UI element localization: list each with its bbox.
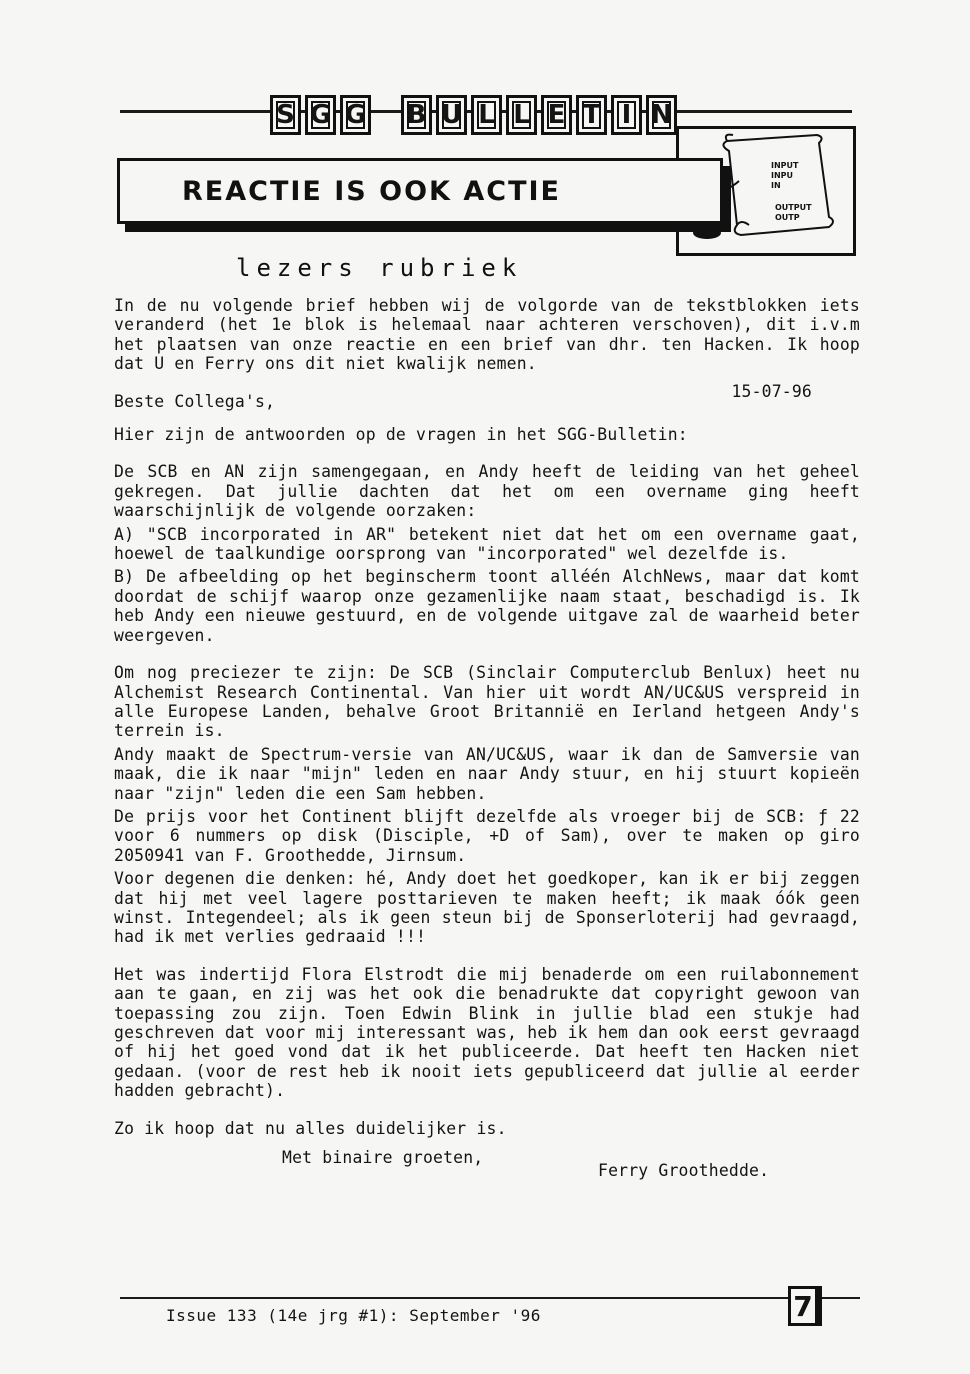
masthead-letter: E xyxy=(541,95,572,135)
masthead-letter: S xyxy=(270,95,301,135)
article-body xyxy=(114,296,860,1181)
logo-input-word: INPUT xyxy=(771,161,799,170)
article-title: REACTIE IS OOK ACTIE xyxy=(182,175,561,207)
section-subtitle: lezers rubriek xyxy=(236,254,523,282)
masthead-letter: I xyxy=(611,95,642,135)
masthead-letter: B xyxy=(401,95,432,135)
paragraph: A) "SCB incorporated in AR" betekent niet dat het om een overname gaat, hoewel de taalkundige oorsprong van "incorporated" wel dezelfde is. xyxy=(114,524,860,564)
issue-footer: Issue 133 (14e jrg #1): September '96 xyxy=(166,1306,541,1325)
article-title-box xyxy=(117,158,723,224)
masthead-letter: G xyxy=(340,95,371,135)
footer-rule xyxy=(120,1297,860,1299)
logo-output-word: OUTPUT xyxy=(775,203,812,212)
masthead xyxy=(270,95,677,135)
paragraph: Andy maakt de Spectrum-versie van AN/UC&US, waar ik dan de Samversie van maak, die ik naar "mijn" leden en naar Andy stuur, en hij stuurt kopieën naar "zijn" leden die een Sam hebben. xyxy=(114,744,860,803)
paragraph: Om nog preciezer te zijn: De SCB (Sinclair Computerclub Benlux) heet nu Alchemist Research Continental. Van hier uit wordt AN/UC&US verspreid in alle Europese Landen, behalve Groot Britannië en Ierland hetgeen Andy's terrein is. xyxy=(114,663,860,741)
logo-input-word: IN xyxy=(771,181,781,190)
closing: Met binaire groeten, xyxy=(282,1148,484,1168)
masthead-letter: G xyxy=(305,95,336,135)
page-number: 7 xyxy=(788,1286,818,1326)
logo-output-word: OUTP xyxy=(775,213,800,222)
masthead-letter: N xyxy=(646,95,677,135)
masthead-letter: U xyxy=(436,95,467,135)
logo-input-word: INPU xyxy=(771,171,794,180)
paragraph: B) De afbeelding op het beginscherm toont alléén AlchNews, maar dat komt doordat de schijf waarop onze gezamenlijke naam staat, beschadigd is. Ik heb Andy een nieuwe gestuurd, en de volgende uitgave zal de waarheid beter weergeven. xyxy=(114,567,860,645)
greeting: Beste Collega's, xyxy=(114,391,276,411)
paragraph: Voor degenen die denken: hé, Andy doet het goedkoper, kan ik er bij zeggen dat hij met veel lagere posttarieven te maken heeft; ik maak óók geen winst. Integendeel; als ik geen steun bij de Sponserloterij had gevraagd, had ik met verlies gedraaid !!! xyxy=(114,869,860,947)
letter-date: 15-07-96 xyxy=(731,381,812,401)
paragraph: De prijs voor het Continent blijft dezelfde als vroeger bij de SCB: ƒ 22 voor 6 nummers op disk (Disciple, +D of Sam), over te maken op giro 2050941 van F. Groothedde, Jirnsum. xyxy=(114,806,860,865)
intro-paragraph: In de nu volgende brief hebben wij de volgorde van de tekstblokken iets veranderd (het 1e blok is helemaal naar achteren verschoven), dit i.v.m het plaatsen van onze reactie en een brief van dhr. ten Hacken. Ik hoop dat U en Ferry ons dit niet kwalijk nemen. xyxy=(114,296,860,374)
masthead-letter: T xyxy=(576,95,607,135)
paragraph: Het was indertijd Flora Elstrodt die mij benaderde om een ruilabonnement aan te gaan, en zij was het ook die benadrukte dat copyright gewoon van toepassing zou zijn. Toen Edwin Blink in jullie blad een stukje had geschreven dat voor mij interessant was, heb ik hem dan ook eerst gevraagd of hij het goed vond dat ik het publiceerde. Dat heeft ten Hacken niet gedaan. (voor de rest heb ik nooit iets gepubliceerd dat jullie al eerder hadden gebracht). xyxy=(114,964,860,1101)
masthead-letter: L xyxy=(506,95,537,135)
paragraph: De SCB en AN zijn samengegaan, en Andy heeft de leiding van het geheel gekregen. Dat jullie dachten dat het om een overname ging heeft waarschijnlijk de volgende oorzaken: xyxy=(114,462,860,521)
paragraph: Hier zijn de antwoorden op de vragen in het SGG-Bulletin: xyxy=(114,425,688,445)
paragraph: Zo ik hoop dat nu alles duidelijker is. xyxy=(114,1118,507,1138)
signature: Ferry Groothedde. xyxy=(598,1161,770,1181)
masthead-letter: L xyxy=(471,95,502,135)
